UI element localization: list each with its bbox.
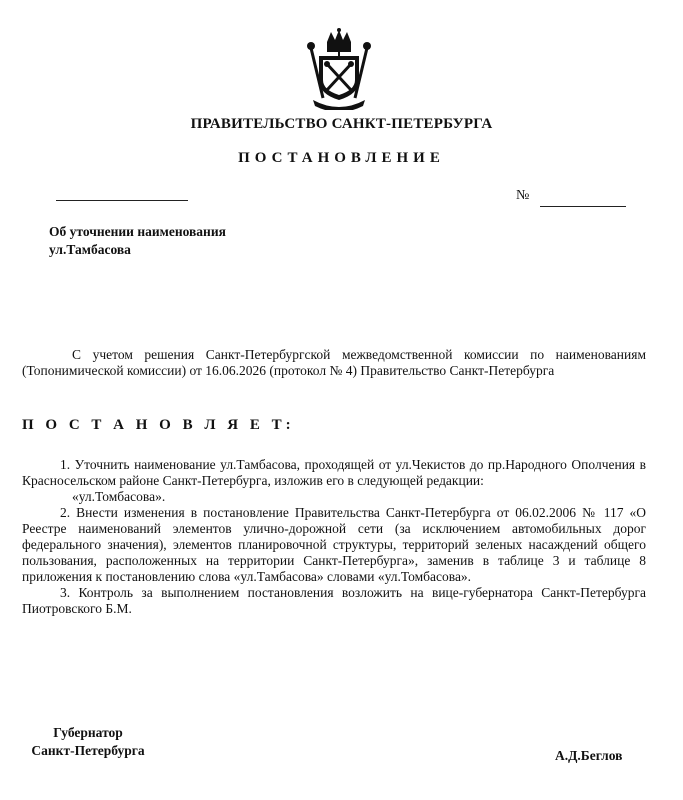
subject-line-2: ул.Тамбасова — [49, 242, 131, 257]
number-blank-line — [540, 206, 626, 207]
signatory-name: А.Д.Беглов — [555, 748, 623, 763]
document-type-title: ПОСТАНОВЛЕНИЕ — [238, 150, 445, 166]
document-subject — [49, 223, 226, 259]
item-2: 2. Внести изменения в постановление Правительства Санкт-Петербурга от 06.02.2006 № 117 «О Реестре наименований элементов улично-дорожной сети (за исключением автомобильных дорог федерального значения), элементов планировочной структуры, территорий зеленых насаждений общего пользования, расположенных на территории Санкт-Петербурга», заменив в таблице 3 и таблице 8 приложения к постановлению слова «ул.Тамбасова» словами «ул.Томбасова». — [22, 505, 646, 584]
item-3: 3. Контроль за выполнением постановления возложить на вице-губернатора Санкт-Петербурга Пиотровского Б.М. — [22, 585, 646, 616]
subject-line-1: Об уточнении наименования — [49, 224, 226, 239]
coat-of-arms-icon — [305, 28, 373, 110]
decree-items — [22, 457, 646, 617]
signatory-title-line-1: Губернатор — [53, 725, 123, 740]
item-1: 1. Уточнить наименование ул.Тамбасова, проходящей от ул.Чекистов до пр.Народного Ополчения в Красносельском районе Санкт-Петербурга, изложив его в следующей редакции: — [22, 457, 646, 488]
government-title: ПРАВИТЕЛЬСТВО САНКТ-ПЕТЕРБУРГА — [190, 116, 493, 132]
signatory-title-line-2: Санкт-Петербурга — [31, 743, 145, 758]
resolves-heading: П О С Т А Н О В Л Я Е Т: — [22, 417, 295, 433]
number-label: № — [516, 188, 530, 203]
signatory-title — [20, 724, 156, 760]
item-1-quote: «ул.Томбасова». — [72, 489, 166, 504]
date-blank-line — [56, 200, 188, 201]
intro-paragraph: С учетом решения Санкт-Петербургской межведомственной комиссии по наименованиям (Топонимической комиссии) от 16.06.2026 (протокол № 4) Правительство Санкт-Петербурга — [22, 347, 646, 378]
